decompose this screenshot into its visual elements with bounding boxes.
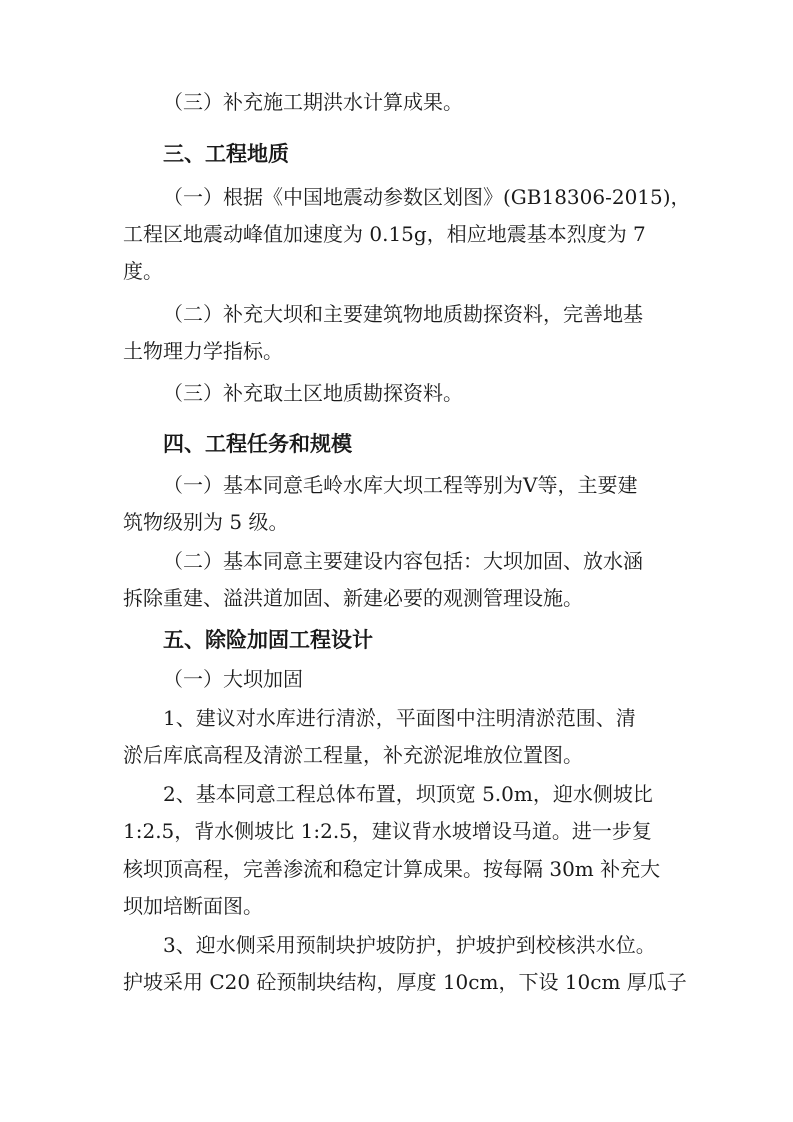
subsection-heading-dam-reinforcement: （一）大坝加固 <box>163 667 303 691</box>
paragraph-line: 土物理力学指标。 <box>123 339 283 363</box>
section-heading-tasks-and-scale: 四、工程任务和规模 <box>163 432 352 456</box>
section-heading-reinforcement-design: 五、除险加固工程设计 <box>163 628 373 652</box>
paragraph-line: （一）根据《中国地震动参数区划图》(GB18306-2015)， <box>163 185 691 209</box>
paragraph-line: （三）补充取土区地质勘探资料。 <box>163 381 463 405</box>
section-heading-engineering-geology: 三、工程地质 <box>163 142 289 166</box>
paragraph-line: （二）基本同意主要建设内容包括：大坝加固、放水涵 <box>163 549 643 573</box>
paragraph-line: （一）基本同意毛岭水库大坝工程等别为Ⅴ等，主要建 <box>163 473 638 497</box>
paragraph-line: 护坡采用 C20 砼预制块结构，厚度 10cm，下设 10cm 厚瓜子 <box>123 970 687 994</box>
paragraph-line: 3、迎水侧采用预制块护坡防护，护坡护到校核洪水位。 <box>163 933 656 957</box>
paragraph-line: 拆除重建、溢洪道加固、新建必要的观测管理设施。 <box>123 586 583 610</box>
paragraph-line: （三）补充施工期洪水计算成果。 <box>163 90 463 114</box>
paragraph-line: 1:2.5，背水侧坡比 1:2.5，建议背水坡增设马道。进一步复 <box>123 819 652 843</box>
paragraph-line: 工程区地震动峰值加速度为 0.15g，相应地震基本烈度为 7 <box>123 222 646 246</box>
paragraph-line: 1、建议对水库进行清淤，平面图中注明清淤范围、清 <box>163 706 636 730</box>
paragraph-line: 筑物级别为 5 级。 <box>123 510 289 534</box>
paragraph-line: （二）补充大坝和主要建筑物地质勘探资料，完善地基 <box>163 302 643 326</box>
paragraph-line: 坝加培断面图。 <box>123 894 263 918</box>
paragraph-line: 核坝顶高程，完善渗流和稳定计算成果。按每隔 30m 补充大 <box>123 857 661 881</box>
paragraph-line: 淤后库底高程及清淤工程量，补充淤泥堆放位置图。 <box>123 743 583 767</box>
paragraph-line: 度。 <box>123 259 163 283</box>
paragraph-line: 2、基本同意工程总体布置，坝顶宽 5.0m，迎水侧坡比 <box>163 782 653 806</box>
